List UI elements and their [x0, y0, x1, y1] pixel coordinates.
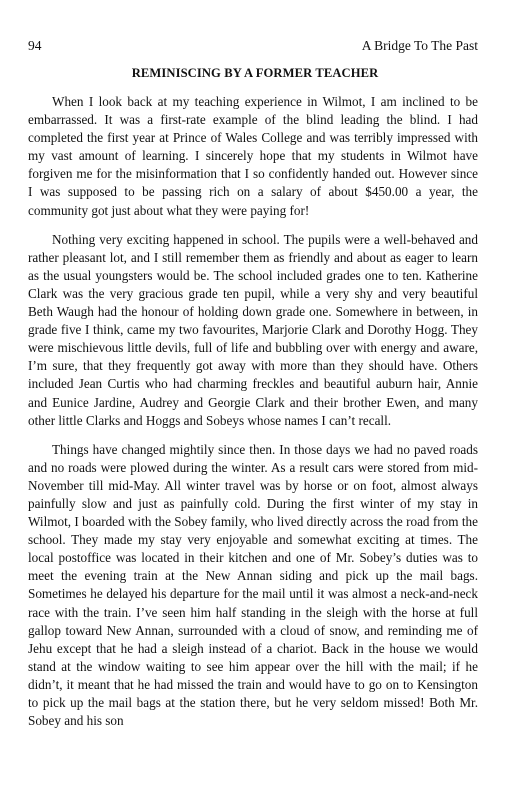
article-title: REMINISCING BY A FORMER TEACHER — [131, 66, 379, 80]
paragraph-1: When I look back at my teaching experience in Wilmot, I am inclined to be embarrassed. It was a first-rate example of the blind leading the blind. I had completed the first year at Prince of Wales College and was terribly impressed with my vast amount of learning. I sincerely hope that my students in Wilmot have forgiven me for the misinformation that I so confidently handed out. However since I was supposed to be passing rich on a salary of about $450.00 a year, the community got just about what they were paying for! — [28, 94, 478, 218]
page-header — [28, 38, 478, 54]
article-body — [28, 93, 478, 741]
page-number: 94 — [28, 38, 42, 53]
running-title: A Bridge To The Past — [361, 38, 478, 53]
paragraph-2: Nothing very exciting happened in school. The pupils were a well-behaved and rather pleasant lot, and I still remember them as friendly and about as eager to learn as the usual youngsters would be. The school included grades one to ten. Katherine Clark was the very gracious grade ten pupil, while a very shy and very beautiful Beth Waugh had the honour of holding down grade one. Somewhere in between, in grade five I think, came my two favourites, Marjorie Clark and Dorothy Hogg. They were mischievous little devils, full of life and bubbling over with energy and aware, I’m sure, that they frequently got away with more than they should have. Others included Jean Curtis who had charming freckles and beautiful auburn hair, Annie and Eunice Jardine, Audrey and Georgie Clark and their brother Ewen, and many other little Clarks and Hoggs and Sobeys whose names I can’t recall. — [28, 231, 478, 428]
paragraph-3: Things have changed mightily since then. In those days we had no paved roads and no roads were plowed during the winter. As a result cars were stored from mid-November till mid-May. All winter travel was by horse or on foot, almost always painfully slow and just as painfully cold. During the first winter of my stay in Wilmot, I boarded with the Sobey family, who lived directly across the road from the school. They made my stay very enjoyable and somewhat exciting at times. The local postoffice was located in their kitchen and one of Mr. Sobey’s duties was to meet the evening train at the New Annan siding and pick up the mail bags. Sometimes he delayed his departure for the mail until it was almost a neck-and-neck race with the train. I’ve seen him half standing in the sleigh with the horse at full gallop toward New Annan, surrounded with a cloud of snow, and reminding me of Jehu except that he had a sleigh instead of a chariot. Back in the house we would stand at the window waiting to see him appear over the hill with the mail; if he didn’t, it meant that he had missed the train and would have to go on to Kensington to pick up the mail bags at the station there, but he very seldom missed! Both Mr. Sobey and his son — [28, 441, 478, 729]
